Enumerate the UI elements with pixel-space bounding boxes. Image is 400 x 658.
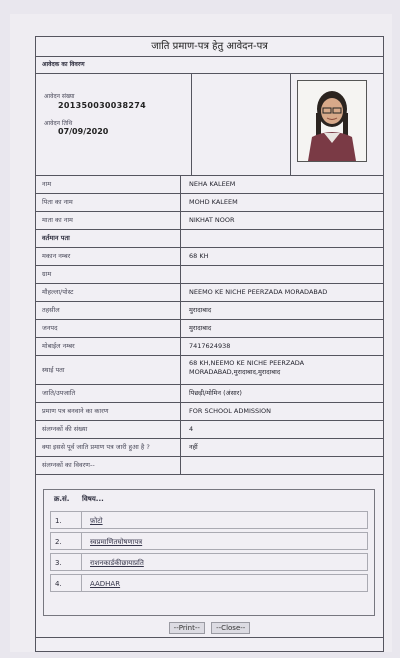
attachment-number: 4. xyxy=(51,575,82,591)
application-number: 201350030038274 xyxy=(58,101,146,110)
close-button[interactable]: --Close-- xyxy=(211,622,250,634)
photo-cell xyxy=(291,74,383,175)
header-spacer-cell xyxy=(192,74,291,175)
field-label: संलग्नकों का विवरण-- xyxy=(36,457,181,474)
field-label: जनपद xyxy=(36,320,181,337)
row-attachment-details xyxy=(36,457,383,475)
row-father-name xyxy=(36,194,383,212)
serial-number-header: क्र.सं. xyxy=(54,495,70,503)
row-locality xyxy=(36,284,383,302)
print-button[interactable]: --Print-- xyxy=(169,622,205,634)
field-label: वर्तमान पता xyxy=(36,230,181,247)
attachments-header xyxy=(44,490,374,508)
row-district xyxy=(36,320,383,338)
row-reason xyxy=(36,403,383,421)
form-title: जाति प्रमाण-पत्र हेतु आवेदन-पत्र xyxy=(36,37,383,57)
row-permanent-address xyxy=(36,356,383,385)
application-date-label: आवेदन तिथि xyxy=(44,120,73,127)
field-value: NIKHAT NOOR xyxy=(189,216,235,224)
field-label: क्या इससे पूर्व जाति प्रमाण पत्र जारी हुआ है ? xyxy=(36,439,181,456)
row-attachment-count xyxy=(36,421,383,439)
row-tehsil xyxy=(36,302,383,320)
field-value: मुरादाबाद xyxy=(189,324,212,332)
field-label: प्रमाण पत्र बनवाने का कारण xyxy=(36,403,181,420)
field-value: 7417624938 xyxy=(189,342,231,350)
field-value: मुरादाबाद xyxy=(189,306,212,314)
subject-header: विषय... xyxy=(82,495,104,503)
field-label: नाम xyxy=(36,176,181,193)
field-label: संलग्नकों की संख्या xyxy=(36,421,181,438)
field-label: माता का नाम xyxy=(36,212,181,229)
field-value xyxy=(181,266,383,283)
document-sheet xyxy=(10,14,392,652)
field-label: जाति/उपजाति xyxy=(36,385,181,402)
section-applicant-details: आवेदक का विवरण xyxy=(36,57,383,74)
application-info xyxy=(36,74,192,175)
application-header-block xyxy=(36,74,383,176)
attachment-link-self-declaration[interactable]: स्वप्रमाणितघोषणापत्र xyxy=(90,538,143,546)
field-label: ग्राम xyxy=(36,266,181,283)
field-value: NEEMO KE NICHE PEERZADA MORADABAD xyxy=(189,288,328,296)
row-caste xyxy=(36,385,383,403)
action-buttons xyxy=(36,622,383,634)
attachment-row xyxy=(50,574,368,592)
field-label: तहसील xyxy=(36,302,181,319)
field-label: पिता का नाम xyxy=(36,194,181,211)
attachment-number: 1. xyxy=(51,512,82,528)
row-mobile xyxy=(36,338,383,356)
attachment-link-ration-card[interactable]: राशनकार्डकीछायाप्रति xyxy=(90,559,144,567)
field-value: MOHD KALEEM xyxy=(189,198,238,206)
attachments-table xyxy=(43,489,375,616)
field-value: 4 xyxy=(189,425,194,433)
attachment-number: 2. xyxy=(51,533,82,549)
application-number-label: आवेदन संख्या xyxy=(44,93,75,100)
field-value: 68 KH xyxy=(189,252,209,260)
row-village xyxy=(36,266,383,284)
row-name xyxy=(36,176,383,194)
row-house-number xyxy=(36,248,383,266)
field-value: पिछड़ी/मोमिन (अंसार) xyxy=(189,389,242,397)
field-label: मकान नम्बर xyxy=(36,248,181,265)
row-previous-certificate xyxy=(36,439,383,457)
application-form xyxy=(35,36,384,652)
field-value xyxy=(181,230,383,247)
field-value: NEHA KALEEM xyxy=(189,180,236,188)
field-label: मोबाईल नम्बर xyxy=(36,338,181,355)
field-label: स्थाई पता xyxy=(36,356,181,384)
attachment-row xyxy=(50,532,368,550)
attachment-row xyxy=(50,511,368,529)
field-value: FOR SCHOOL ADMISSION xyxy=(189,407,272,415)
field-value xyxy=(181,457,383,474)
attachment-row xyxy=(50,553,368,571)
attachment-link-photo[interactable]: फ़ोटो xyxy=(90,517,103,525)
field-value: 68 KH,NEEMO KE NICHE PEERZADA MORADABAD,मुरादाबाद,मुरादाबाद xyxy=(189,359,305,376)
applicant-photo xyxy=(297,80,367,162)
attachment-number: 3. xyxy=(51,554,82,570)
row-mother-name xyxy=(36,212,383,230)
application-date: 07/09/2020 xyxy=(58,127,109,136)
field-label: मौहल्ला/पोस्ट xyxy=(36,284,181,301)
field-value: नहीं xyxy=(189,443,198,451)
bottom-divider xyxy=(36,637,383,638)
row-current-address-heading xyxy=(36,230,383,248)
attachment-link-aadhar[interactable]: AADHAR xyxy=(90,580,121,588)
